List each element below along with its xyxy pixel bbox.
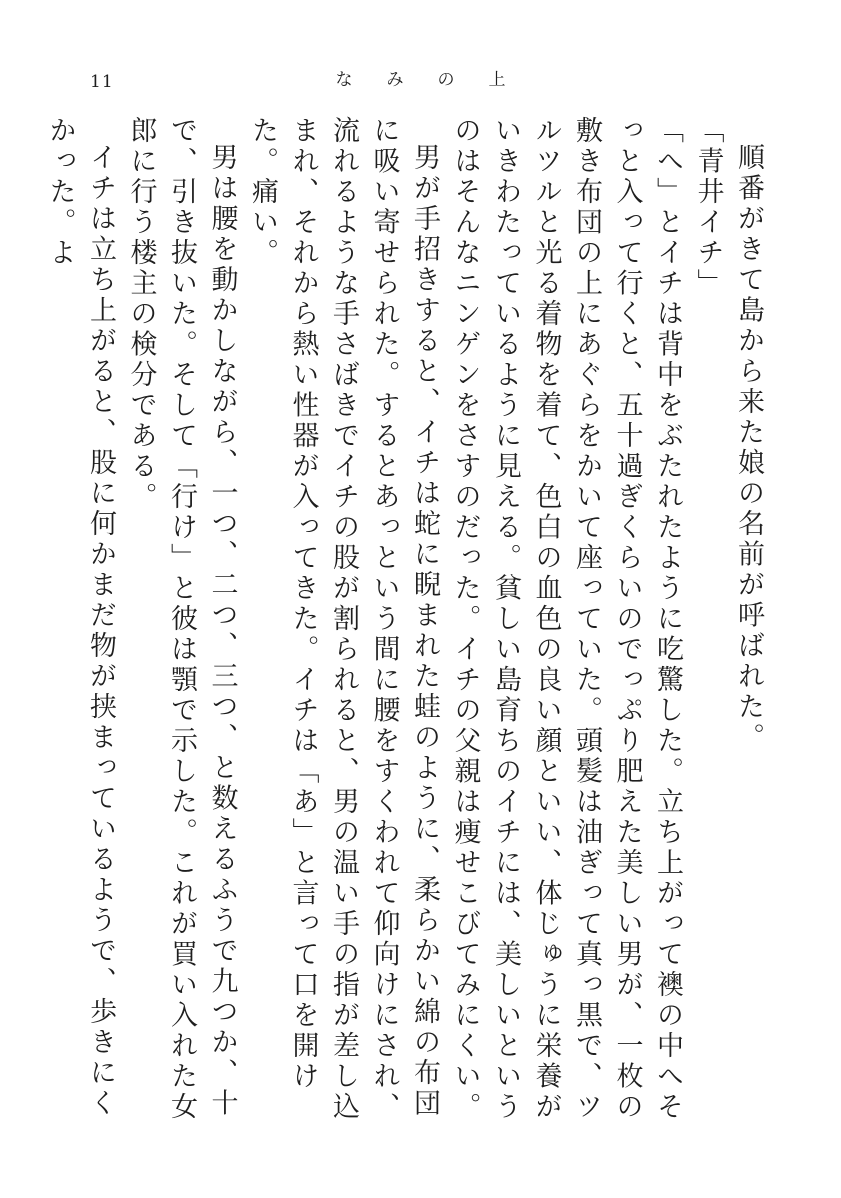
paragraph-4: 男が手招きすると、イチは蛇に睨まれた蛙のように、柔らかい綿の布団に吸い寄せられた。するとあっという間に腰をすくわれて仰向けにされ、流れるような手さばきでイチの股が割られると、男の温い手の指が差し込まれ、それから熱い性器が入ってきた。イチは「あ」と言って口を開けた。痛い。 <box>247 116 440 1123</box>
paragraph-6: イチは立ち上がると、股に何かまだ物が挟まっているようで、歩きにくかった。よ <box>44 116 116 1119</box>
page-number: 11 <box>90 72 114 92</box>
paragraph-3: 「へ」とイチは背中をぶたれたように吃驚した。立ち上がって襖の中へそっと入って行くと、五十過ぎくらいのでっぷり肥えた美しい男が、一枚の敷き布団の上にあぐらをかいて座っていた。頭髪は油ぎって真っ黒で、ツルツルと光る着物を着て、色白の血色の良い顔といい、体じゅうに栄養がいきわたっているように見える。貧しい島育ちのイチには、美しいというのはそんなニンゲンをさすのだった。イチの父親は痩せこびてみにくい。 <box>449 116 683 1123</box>
body-text <box>44 116 768 1126</box>
paragraph-2: 「青井イチ」 <box>692 116 724 299</box>
running-title: なみの上 <box>335 70 540 90</box>
paragraph-5: 男は腰を動かしながら、一つ、二つ、三つ、と数えるふうで九つか、十で、引き抜いた。そして「行け」と彼は顎で示した。これが買い入れた女郎に行う楼主の検分である。 <box>125 116 238 1123</box>
paragraph-1: 順番がきて島から来た娘の名前が呼ばれた。 <box>733 143 764 753</box>
